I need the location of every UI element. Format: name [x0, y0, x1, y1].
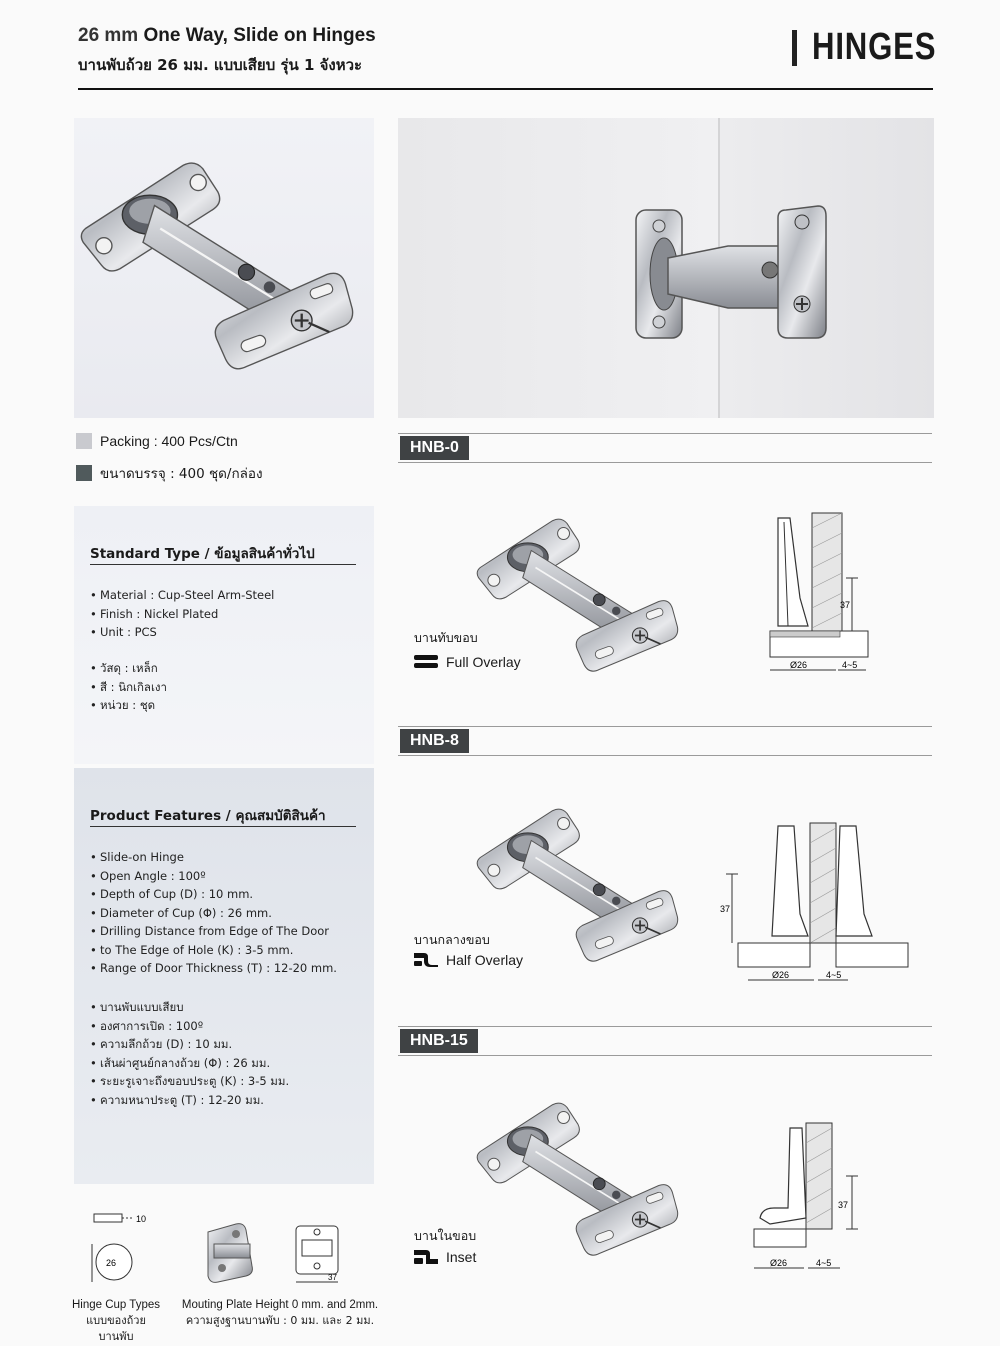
- standard-item: • Unit : PCS: [90, 623, 274, 642]
- dim-height-hnb-0: 37: [840, 600, 851, 610]
- page-subtitle-thai: บานพับถ้วย 26 มม. แบบเสียบ รุ่น 1 จังหวะ: [78, 56, 363, 74]
- standard-item: • Material : Cup-Steel Arm-Steel: [90, 586, 274, 605]
- standard-list-th: [90, 659, 167, 715]
- model-rule-top: [398, 726, 932, 727]
- installed-hinge-illustration: [398, 118, 934, 418]
- standard-list-en: [90, 586, 274, 642]
- standard-item-th: • หน่วย : ชุด: [90, 696, 167, 715]
- type-en-hnb-15: [414, 1249, 476, 1265]
- cup-types-label: [70, 1297, 162, 1345]
- product-features-panel: [74, 768, 374, 1184]
- standard-item: • Finish : Nickel Plated: [90, 605, 274, 624]
- feature-item-th: • เส้นผ่าศูนย์กลางถ้วย (Φ) : 26 มม.: [90, 1054, 289, 1073]
- standard-item-th: • สี : นิกเกิลเงา: [90, 678, 167, 697]
- feature-item-th: • องศาการเปิด : 100º: [90, 1017, 289, 1036]
- dim-diameter-hnb-15: Ø26: [770, 1258, 788, 1268]
- model-tag-hnb-8: HNB-8: [400, 729, 469, 753]
- type-thai-hnb-0: บานทับขอบ: [414, 630, 478, 645]
- standard-heading: Standard Type / ข้อมูลสินค้าทั่วไป: [90, 546, 315, 562]
- diagram-hnb-15: [740, 1118, 870, 1278]
- dim-diameter-hnb-8: Ø26: [772, 970, 790, 980]
- feature-item: • Range of Door Thickness (T) : 12-20 mm.: [90, 959, 337, 978]
- feature-item-th: • ความลึกถ้วย (D) : 10 มม.: [90, 1035, 289, 1054]
- type-thai-hnb-15: บานในขอบ: [414, 1228, 477, 1243]
- title-size: 26 mm: [78, 25, 139, 46]
- model-tag-hnb-0: HNB-0: [400, 436, 469, 460]
- features-heading: Product Features / คุณสมบัติสินค้า: [90, 808, 326, 824]
- features-rule: [90, 826, 356, 827]
- feature-item: • Slide-on Hinge: [90, 848, 337, 867]
- dim-k-hnb-0: 4~5: [842, 660, 858, 670]
- dim-k-hnb-8: 4~5: [826, 970, 842, 980]
- page-title: [78, 25, 376, 47]
- features-list-en: [90, 848, 337, 978]
- mounting-plate-th: ความสูงฐานบานพับ : 0 มม. และ 2 มม.: [185, 1314, 375, 1327]
- dim-height-hnb-15: 37: [838, 1200, 849, 1210]
- feature-item: • Depth of Cup (D) : 10 mm.: [90, 885, 337, 904]
- packing-en-text: Packing : 400 Pcs/Ctn: [100, 433, 238, 449]
- diagram-hnb-0: [760, 508, 880, 688]
- model-tag-hnb-15: HNB-15: [400, 1029, 478, 1053]
- product-photo: [74, 118, 374, 418]
- dim-k-hnb-15: 4~5: [816, 1258, 832, 1268]
- hinge-cup-diagram: [86, 1208, 150, 1292]
- packing-en: [76, 433, 238, 449]
- feature-item-th: • ระยะรูเจาะถึงขอบประตู (K) : 3-5 มม.: [90, 1072, 289, 1091]
- mounting-plate-photo: [196, 1218, 266, 1288]
- type-en-label: Inset: [446, 1249, 477, 1265]
- feature-item: • Open Angle : 100º: [90, 867, 337, 886]
- model-rule-bottom: [398, 1055, 932, 1056]
- cup-depth-dim: 10: [136, 1214, 147, 1224]
- standard-type-panel: [74, 506, 374, 764]
- type-thai-hnb-8: บานกลางขอบ: [414, 932, 490, 947]
- category-label: HINGES: [812, 26, 937, 68]
- features-list-th: [90, 998, 289, 1109]
- cup-types-en: Hinge Cup Types: [71, 1299, 160, 1311]
- model-rule-bottom: [398, 755, 932, 756]
- packing-swatch-light: [76, 433, 92, 449]
- type-en-label: Half Overlay: [446, 952, 524, 968]
- diagram-hnb-8: [718, 818, 918, 994]
- standard-item-th: • วัสดุ : เหล็ก: [90, 659, 167, 678]
- inset-icon: [414, 1250, 438, 1264]
- cup-types-th: แบบของถ้วยบานพับ: [86, 1314, 146, 1343]
- type-en-hnb-8: [414, 952, 523, 968]
- feature-item: • Drilling Distance from Edge of The Door: [90, 922, 337, 941]
- feature-item-continued: • to The Edge of Hole (K) : 3-5 mm.: [90, 941, 337, 960]
- title-rest: One Way, Slide on Hinges: [138, 25, 376, 46]
- standard-rule: [90, 564, 356, 565]
- header-rule: [78, 88, 933, 90]
- hinge-illustration: [74, 118, 374, 418]
- installed-hinge-photo: [398, 118, 934, 418]
- packing-swatch-dark: [76, 465, 92, 481]
- feature-item-th: • บานพับแบบเสียบ: [90, 998, 289, 1017]
- mounting-plate-en: Mouting Plate Height 0 mm. and 2mm.: [181, 1299, 379, 1311]
- mounting-plate-diagram: [282, 1218, 352, 1288]
- model-rule-top: [398, 1026, 932, 1027]
- feature-item-th: • ความหนาประตู (T) : 12-20 มม.: [90, 1091, 289, 1110]
- half-overlay-icon: [414, 953, 438, 967]
- type-en-label: Full Overlay: [446, 654, 521, 670]
- feature-item: • Diameter of Cup (Φ) : 26 mm.: [90, 904, 337, 923]
- mounting-plate-label: [180, 1297, 380, 1329]
- full-overlay-icon: [414, 655, 438, 669]
- model-rule-top: [398, 433, 932, 434]
- category-bar: [792, 30, 797, 66]
- plate-dim: 37: [328, 1273, 337, 1282]
- packing-th-text: ขนาดบรรจุ : 400 ชุด/กล่อง: [100, 466, 263, 482]
- dim-height-hnb-8: 37: [720, 904, 731, 914]
- cup-diameter-dim: 26: [106, 1258, 117, 1268]
- type-en-hnb-0: [414, 654, 521, 670]
- hinge-hnb-15-photo: [468, 1092, 688, 1262]
- dim-diameter-hnb-0: Ø26: [790, 660, 808, 670]
- packing-th: [76, 462, 263, 484]
- hinge-hnb-8-photo: [468, 798, 688, 968]
- hinge-hnb-0-photo: [468, 508, 688, 678]
- model-rule-bottom: [398, 462, 932, 463]
